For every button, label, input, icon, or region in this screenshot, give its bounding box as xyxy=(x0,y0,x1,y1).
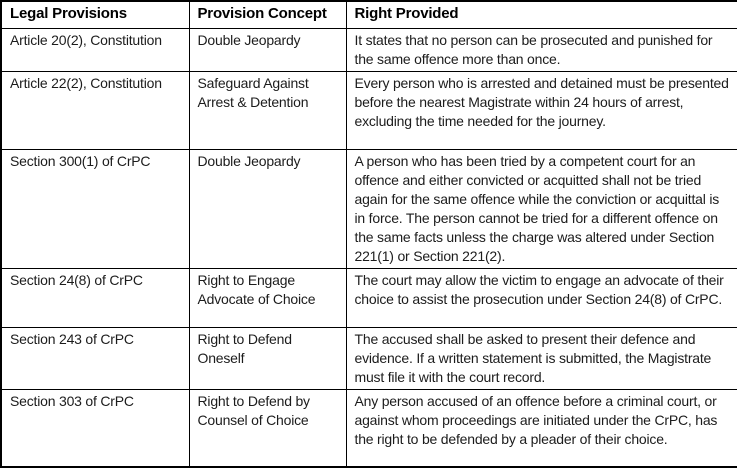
table-row xyxy=(1,149,737,268)
cell-legal-provision: Section 303 of CrPC xyxy=(1,389,189,467)
cell-right-provided: Every person who is arrested and detained must be presented before the nearest Magistrate within 24 hours of arrest, excluding the time needed for the journey. xyxy=(346,71,737,149)
cell-right-provided: The court may allow the victim to engage an advocate of their choice to assist the prosecution under Section 24(8) of CrPC. xyxy=(346,268,737,327)
table-row xyxy=(1,71,737,149)
table-row xyxy=(1,268,737,327)
cell-legal-provision: Section 243 of CrPC xyxy=(1,327,189,389)
table-row xyxy=(1,389,737,467)
cell-provision-concept: Right to Defend by Counsel of Choice xyxy=(189,389,346,467)
column-header-provision-concept: Provision Concept xyxy=(189,1,346,28)
cell-right-provided: Any person accused of an offence before a criminal court, or against whom proceedings are initiated under the CrPC, has the right to be defended by a pleader of their choice. xyxy=(346,389,737,467)
table-row xyxy=(1,28,737,71)
cell-right-provided: The accused shall be asked to present their defence and evidence. If a written statement is submitted, the Magistrate must file it with the court record. xyxy=(346,327,737,389)
table-header-row xyxy=(1,1,737,28)
cell-legal-provision: Article 22(2), Constitution xyxy=(1,71,189,149)
cell-right-provided: A person who has been tried by a competent court for an offence and either convicted or acquitted shall not be tried again for the same offence while the conviction or acquittal is in force. The person cannot be tried for a different offence on the same facts unless the charge was altered under Section 221(1) or Section 221(2). xyxy=(346,149,737,268)
cell-provision-concept: Double Jeopardy xyxy=(189,28,346,71)
table-row xyxy=(1,327,737,389)
cell-provision-concept: Safeguard Against Arrest & Detention xyxy=(189,71,346,149)
cell-legal-provision: Article 20(2), Constitution xyxy=(1,28,189,71)
column-header-legal-provisions: Legal Provisions xyxy=(1,1,189,28)
cell-right-provided: It states that no person can be prosecuted and punished for the same offence more than once. xyxy=(346,28,737,71)
cell-legal-provision: Section 300(1) of CrPC xyxy=(1,149,189,268)
cell-provision-concept: Right to Defend Oneself xyxy=(189,327,346,389)
cell-legal-provision: Section 24(8) of CrPC xyxy=(1,268,189,327)
cell-provision-concept: Double Jeopardy xyxy=(189,149,346,268)
cell-provision-concept: Right to Engage Advocate of Choice xyxy=(189,268,346,327)
column-header-right-provided: Right Provided xyxy=(346,1,737,28)
